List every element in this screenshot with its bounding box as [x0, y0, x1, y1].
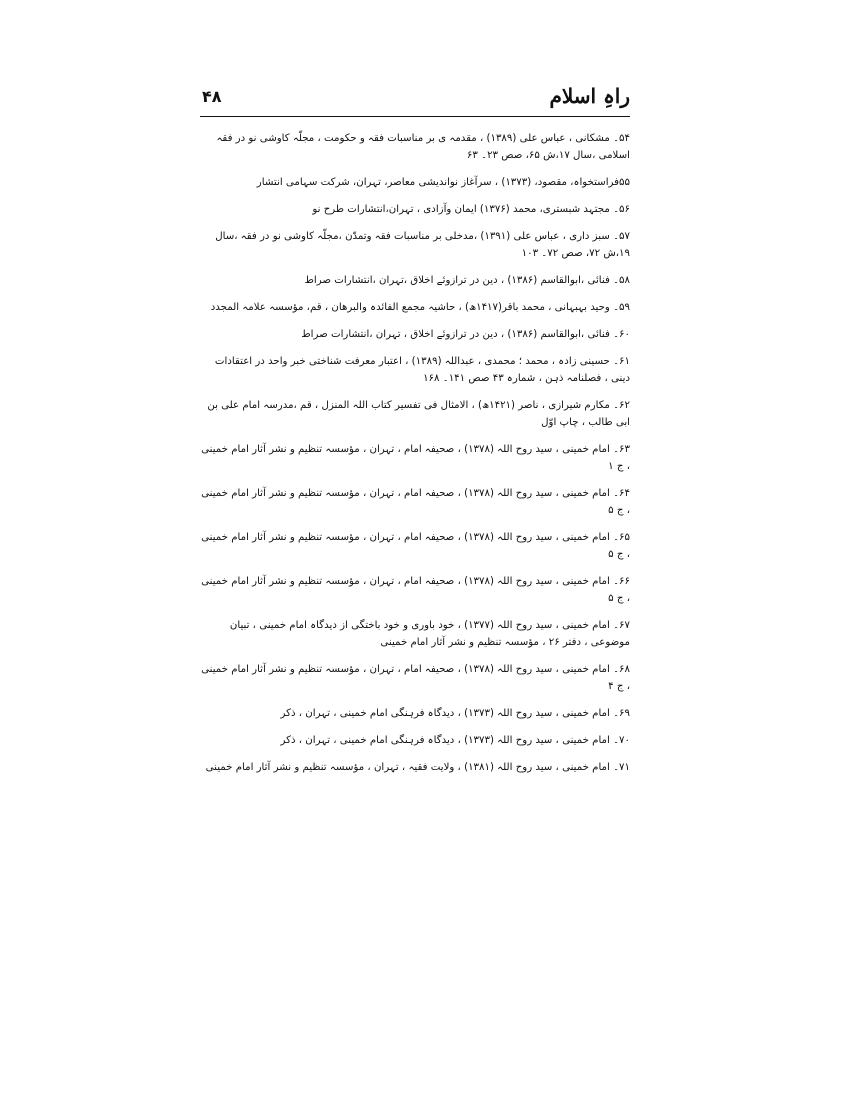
- page-header: [200, 82, 630, 116]
- reference-item: ۶۰۔ فنائی ،ابوالقاسم (۱۳۸۶) ، دین در ترازوئے اخلاق ، تہران ،انتشارات صراط: [301, 329, 630, 340]
- reference-item: ۷۰۔ امام خمینی ، سید روح اللہ (۱۳۷۳) ، دیدگاہ فرہنگی امام خمینی ، تہران ، ذکر: [280, 735, 630, 746]
- reference-item: ۵۸۔ فنائی ،ابوالقاسم (۱۳۸۶) ، دین در ترازوئے اخلاق ،تہران ،انتشارات صراط: [304, 275, 630, 286]
- reference-item: ۶۲۔ مکارم شیرازی ، ناصر (۱۴۲۱ھ) ، الامثال فی تفسیر کتاب اللہ المنزل ، قم ،مدرسہ امام علی بن ابی طالب ، چاپ اوّل: [207, 400, 630, 428]
- reference-item: ۶۱۔ حسینی زادہ ، محمد ؛ محمدی ، عبداللہ (۱۳۸۹) ، اعتبار معرفت شناختی خبر واحد در اعتقادات دینی ، فصلنامہ ذہن ، شمارہ ۴۳ صص ۱۴۱۔ ۱۶۸: [214, 356, 630, 384]
- reference-item: ۵۷۔ سبز داری ، عباس علی (۱۳۹۱) ،مدخلی بر مناسبات فقہ وتمدّن ،مجلّہ کاوشی نو در فقہ ،سال ۱۹،ش ۷۲، صص ۷۲۔ ۱۰۳: [215, 231, 630, 259]
- reference-list: [200, 130, 630, 786]
- header-divider: [200, 116, 630, 117]
- reference-item: ۵۵فراستخواہ، مقصود، (۱۳۷۳) ، سرآغاز نواندیشی معاصر، تہران، شرکت سہامی انتشار: [256, 177, 630, 188]
- reference-item: ۵۴۔ مشکانی ، عباس علی (۱۳۸۹) ، مقدمہ ی بر مناسبات فقہ و حکومت ، مجلّہ کاوشی نو در فقہ اسلامی ،سال ۱۷،ش ۶۵، صص ۲۳۔ ۶۳: [216, 133, 630, 161]
- reference-item: ۶۳۔ امام خمینی ، سید روح اللہ (۱۳۷۸) ، صحیفہ امام ، تہران ، مؤسسہ تنظیم و نشر آثار امام خمینی ، ج ۱: [201, 444, 630, 472]
- reference-item: ۶۵۔ امام خمینی ، سید روح اللہ (۱۳۷۸) ، صحیفہ امام ، تہران ، مؤسسہ تنظیم و نشر آثار امام خمینی ، ج ۵: [201, 532, 630, 560]
- reference-item: ۵۹۔ وحید بہبہانی ، محمد باقر(۱۴۱۷ھ) ، حاشیہ مجمع الفائدہ والبرھان ، قم، مؤسسہ علامہ المجدد: [210, 302, 630, 313]
- reference-item: ۷۱۔ امام خمینی ، سید روح اللہ (۱۳۸۱) ، ولایت فقیہ ، تہران ، مؤسسہ تنظیم و نشر آثار امام خمینی: [205, 762, 630, 773]
- reference-item: ۶۶۔ امام خمینی ، سید روح اللہ (۱۳۷۸) ، صحیفہ امام ، تہران ، مؤسسہ تنظیم و نشر آثار امام خمینی ، ج ۵: [201, 576, 630, 604]
- reference-item: ۵۶۔ مجتہد شبستری، محمد (۱۳۷۶) ایمان وآزادی ، تہران،انتشارات طرح نو: [312, 204, 630, 215]
- reference-item: ۶۷۔ امام خمینی ، سید روح اللہ (۱۳۷۷) ، خود باوری و خود باختگی از دیدگاہ امام خمینی ، تبیان موضوعی ، دفتر ۲۶ ، مؤسسہ تنظیم و نشر آثار امام خمینی: [229, 620, 630, 648]
- reference-item: ۶۴۔ امام خمینی ، سید روح اللہ (۱۳۷۸) ، صحیفہ امام ، تہران ، مؤسسہ تنظیم و نشر آثار امام خمینی ، ج ۵: [201, 488, 630, 516]
- page-number: ۴۸: [202, 87, 222, 106]
- reference-item: ۶۸۔ امام خمینی ، سید روح اللہ (۱۳۷۸) ، صحیفہ امام ، تہران ، مؤسسہ تنظیم و نشر آثار امام خمینی ، ج ۴: [201, 664, 630, 692]
- reference-item: ۶۹۔ امام خمینی ، سید روح اللہ (۱۳۷۳) ، دیدگاہ فرہنگی امام خمینی ، تہران ، ذکر: [280, 708, 630, 719]
- journal-title: راہِ اسلام: [549, 84, 630, 108]
